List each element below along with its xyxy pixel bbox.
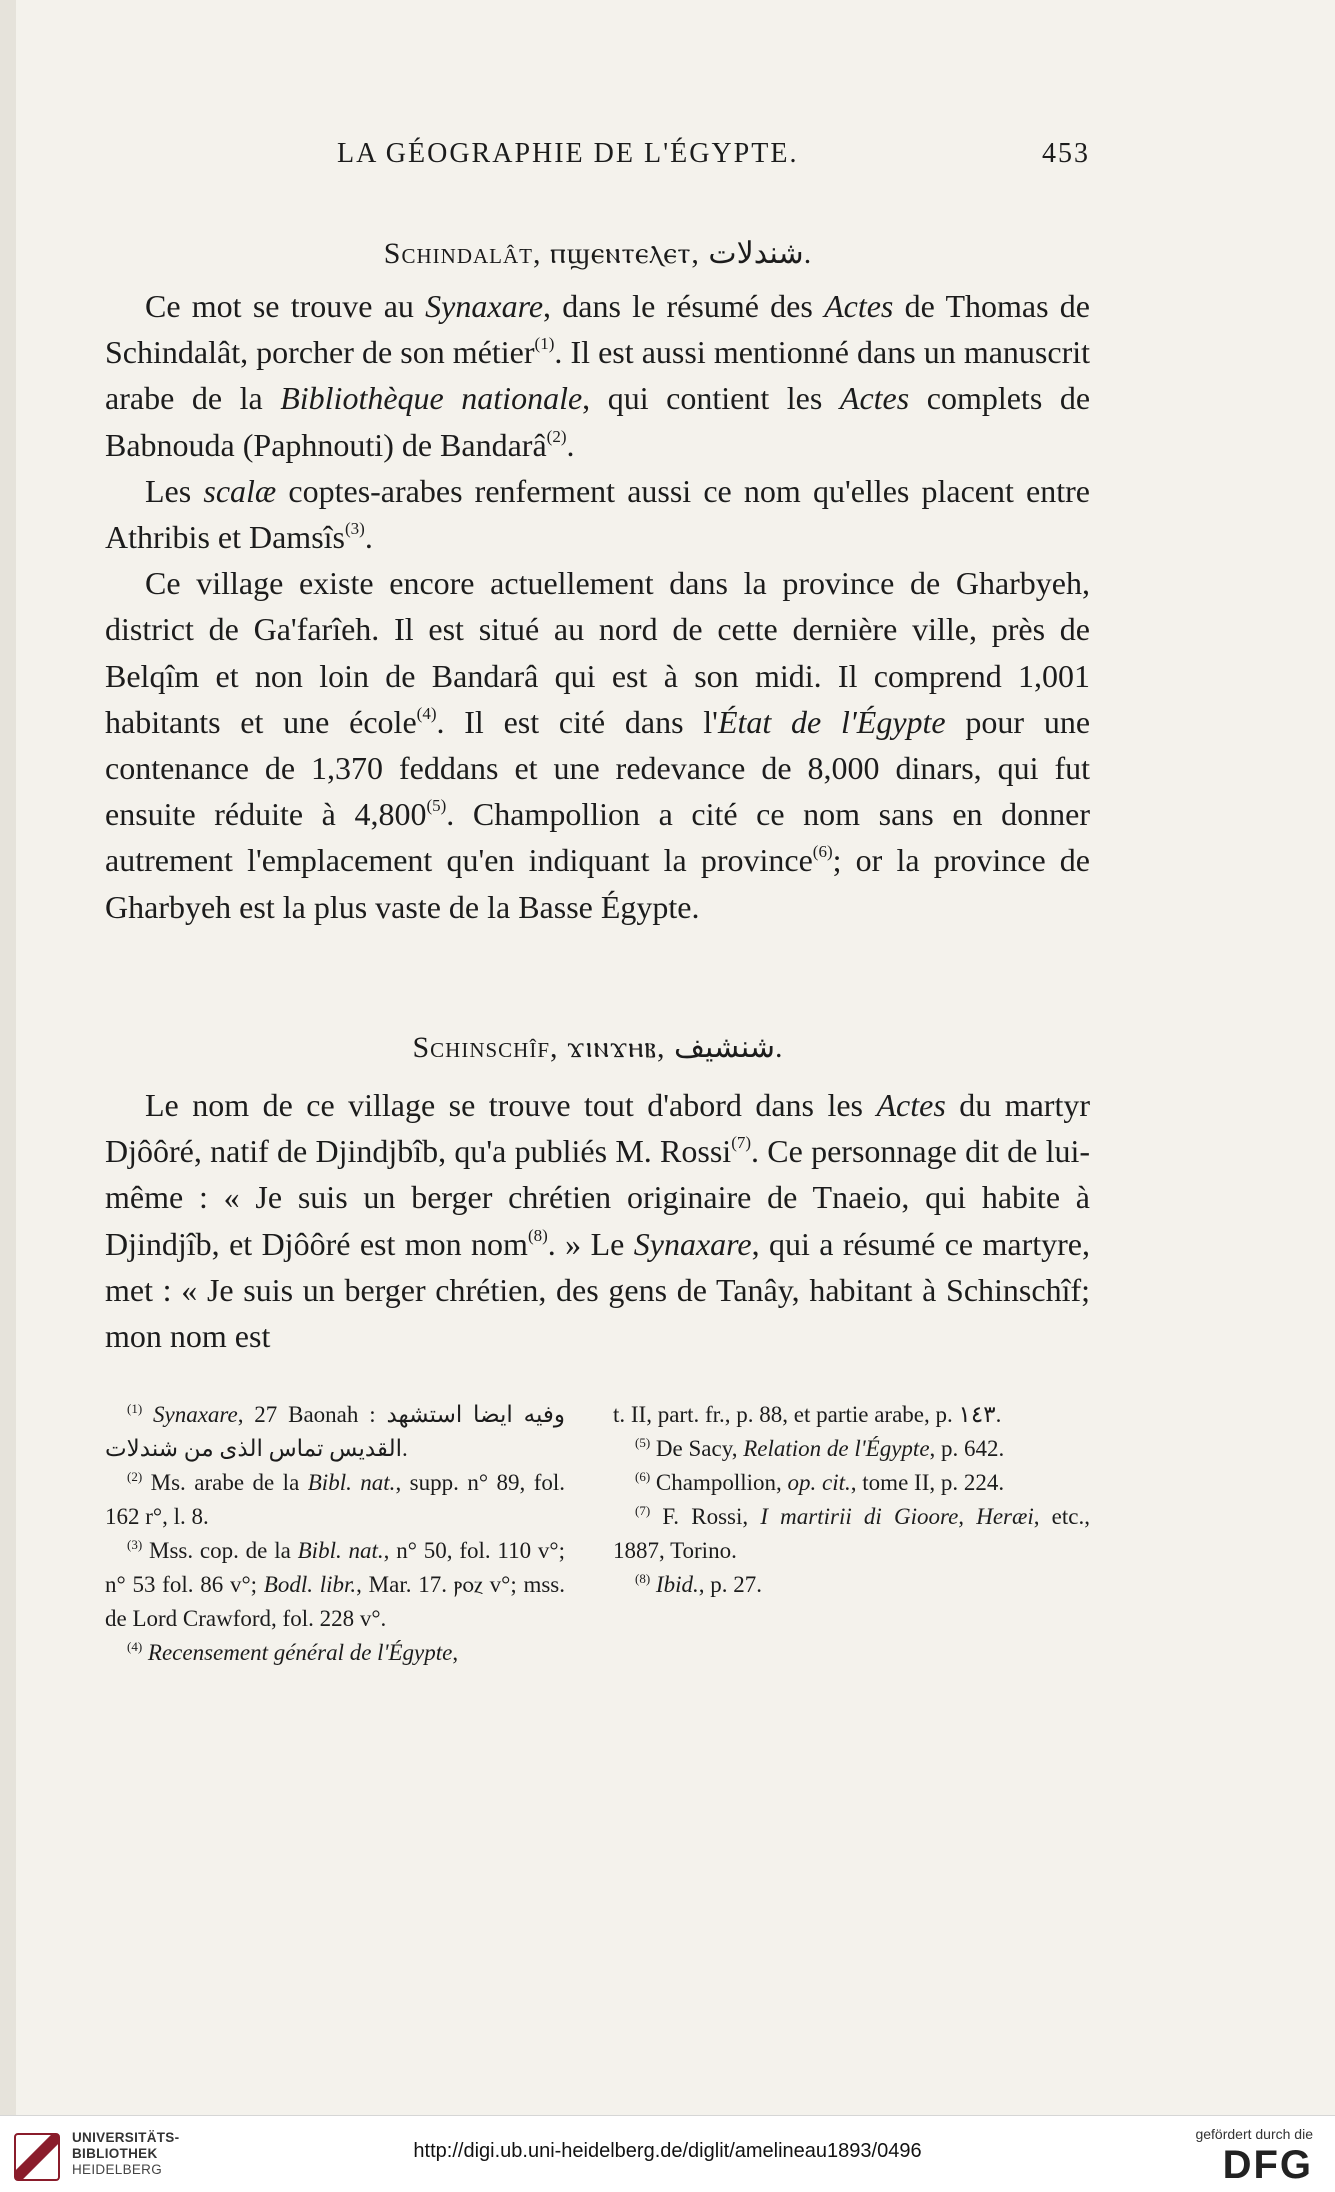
funder-name: DFG — [1222, 2143, 1313, 2187]
footnote: $^{(7)}$ F. Rossi, I martirii di Gioore, Heræi, etc., 1887, Torino. — [613, 1503, 1090, 1563]
footnote: $^{(4)}$ Recensement général de l'Égypte, — [127, 1639, 459, 1665]
footnote-marker: (8) — [527, 1225, 548, 1245]
italic-text: Bodl. libr. — [263, 1572, 357, 1597]
section-heading-schindalat: Schindalât, ⲡϣⲉⲛⲧⲉⲗⲉⲧ, شندلات. — [383, 237, 812, 270]
italic-text: Relation de l'Égypte — [743, 1436, 930, 1461]
italic-text: I martirii di Gioore, Heræi — [760, 1504, 1034, 1529]
italic-text: Bibl. nat. — [297, 1538, 384, 1563]
footnote: t. II, part. fr., p. 88, et partie arabe, p. ١٤٣. — [613, 1402, 1002, 1427]
permalink-url[interactable]: http://digi.ub.uni-heidelberg.de/diglit/amelineau1893/0496 — [413, 2140, 922, 2162]
footnote-marker: (8) — [635, 1571, 651, 1586]
italic-text: Recensement général de l'Égypte — [147, 1640, 453, 1665]
footnote-marker: (3) — [344, 519, 365, 539]
heading-coptic: ⲡϣⲉⲛⲧⲉⲗⲉⲧ — [549, 237, 692, 270]
footnote-marker: (6) — [812, 842, 833, 862]
italic-text: Bibl. nat. — [307, 1470, 396, 1495]
funder-label: gefördert durch die — [1195, 2126, 1313, 2142]
footnote: $^{(8)}$ Ibid., p. 27. — [635, 1571, 762, 1597]
footnote: $^{(2)}$ Ms. arabe de la Bibl. nat., supp. n° 89, fol. 162 r°, l. 8. — [105, 1469, 565, 1529]
section-body-schinschif — [105, 1082, 1090, 1359]
italic-text: op. cit. — [787, 1470, 851, 1495]
italic-text: Actes — [839, 380, 910, 417]
footnotes-right-column — [613, 1398, 1090, 1602]
page-number: 453 — [1042, 138, 1090, 169]
section-heading-schinschif: Schinschîf, ϫⲓⲛϫⲏⲃ, شنشيف. — [412, 1031, 783, 1064]
viewer-footer — [0, 2115, 1335, 2192]
paragraph: Le nom de ce village se trouve tout d'abord dans les Actes du martyr Djôôré, natif de Djindjbîb, qu'a publiés M. Rossi$^{(7)}$. Ce personnage dit de lui-même : « Je suis un berger chrétien originaire de Tnaeio, qui habite à Djindjîb, et Djôôré est mon nom$^{(8)}$. » Le Synaxare, qui a résumé ce martyre, met : « Je suis un berger chrétien, des gens de Tanây, habitant à Schinschîf; mon nom est — [105, 1087, 1091, 1355]
running-title: LA GÉOGRAPHIE DE L'ÉGYPTE. — [337, 138, 799, 169]
italic-text: État de l'Égypte — [717, 703, 946, 740]
dfg-logo[interactable] — [1195, 2126, 1313, 2188]
heading-name: Schindalât — [383, 237, 533, 270]
footnote-marker: (1) — [534, 334, 555, 354]
footnote-marker: (2) — [546, 426, 567, 446]
italic-text: Actes — [824, 288, 894, 324]
italic-text: scalæ — [203, 472, 277, 509]
paragraph: Les scalæ coptes-arabes renferment aussi ce nom qu'elles placent entre Athribis et Damsîs$^{(3)}$. — [105, 472, 1091, 556]
footnote-marker: (2) — [127, 1469, 143, 1484]
heading-arabic: شندلات — [708, 237, 804, 270]
footnote-marker: (5) — [426, 796, 447, 816]
italic-text: Synaxare — [633, 1225, 752, 1262]
paragraph: Ce mot se trouve au Synaxare, dans le résumé des Actes de Thomas de Schindalât, porcher de son métier$^{(1)}$. Il est aussi mentionné dans un manuscrit arabe de la Bibliothèque nationale, qui contient les Actes complets de Babnouda (Paphnouti) de Bandarâ$^{(2)}$. — [105, 288, 1091, 463]
footnote-marker: (1) — [127, 1401, 143, 1416]
footnote: $^{(6)}$ Champollion, op. cit., tome II, p. 224. — [635, 1469, 1005, 1495]
library-line: UNIVERSITÄTS- — [72, 2130, 180, 2145]
footnote-marker: (7) — [635, 1503, 651, 1518]
italic-text: Ibid. — [655, 1572, 699, 1597]
footnotes-left-column — [105, 1398, 565, 1670]
paragraph: Ce village existe encore actuellement dans la province de Gharbyeh, district de Ga'farîeh. Il est situé au nord de cette dernière ville, près de Belqîm et non loin de Bandarâ qui est à son midi. Il comprend 1,001 habitants et une école$^{(4)}$. Il est cité dans l'État de l'Égypte pour une contenance de 1,370 feddans et une redevance de 8,000 dinars, qui fut ensuite réduite à 4,800$^{(5)}$. Champollion a cité ce nom sans en donner autrement l'emplacement qu'en indiquant la province$^{(6)}$; or la province de Gharbyeh est la plus vaste de la Basse Égypte. — [105, 565, 1091, 925]
heading-arabic: شنشيف — [673, 1031, 776, 1064]
italic-text: Synaxare — [153, 1402, 238, 1427]
page-edge — [0, 0, 16, 2115]
footnote-marker: (6) — [635, 1469, 651, 1484]
footnote: $^{(3)}$ Mss. cop. de la Bibl. nat., n° 50, fol. 110 v°; n° 53 fol. 86 v°; Bodl. libr., Mar. 17. ⲣⲟⲍ v°; mss. de Lord Crawford, fol. 228 v°. — [105, 1537, 565, 1631]
section-body-schindalat — [105, 283, 1090, 930]
footnote-marker: (7) — [731, 1133, 752, 1153]
italic-text: Bibliothèque nationale — [280, 380, 583, 417]
heading-coptic: ϫⲓⲛϫⲏⲃ — [567, 1031, 657, 1064]
footnote: $^{(5)}$ De Sacy, Relation de l'Égypte, p. 642. — [635, 1435, 1005, 1461]
footnote: $^{(1)}$ Synaxare, 27 Baonah : وفيه ايضا استشهد القديس تماس الذى من شندلات. — [105, 1401, 565, 1461]
footnote-marker: (3) — [127, 1537, 143, 1552]
footnote-marker: (4) — [127, 1639, 143, 1654]
library-line: HEIDELBERG — [72, 2162, 163, 2177]
footnote-marker: (4) — [416, 703, 437, 723]
italic-text: Synaxare — [425, 288, 544, 324]
footnote-marker: (5) — [635, 1435, 651, 1450]
italic-text: Actes — [876, 1087, 946, 1123]
heading-name: Schinschîf — [412, 1031, 551, 1064]
library-line: BIBLIOTHEK — [72, 2146, 158, 2161]
footnotes — [105, 1398, 1090, 1738]
